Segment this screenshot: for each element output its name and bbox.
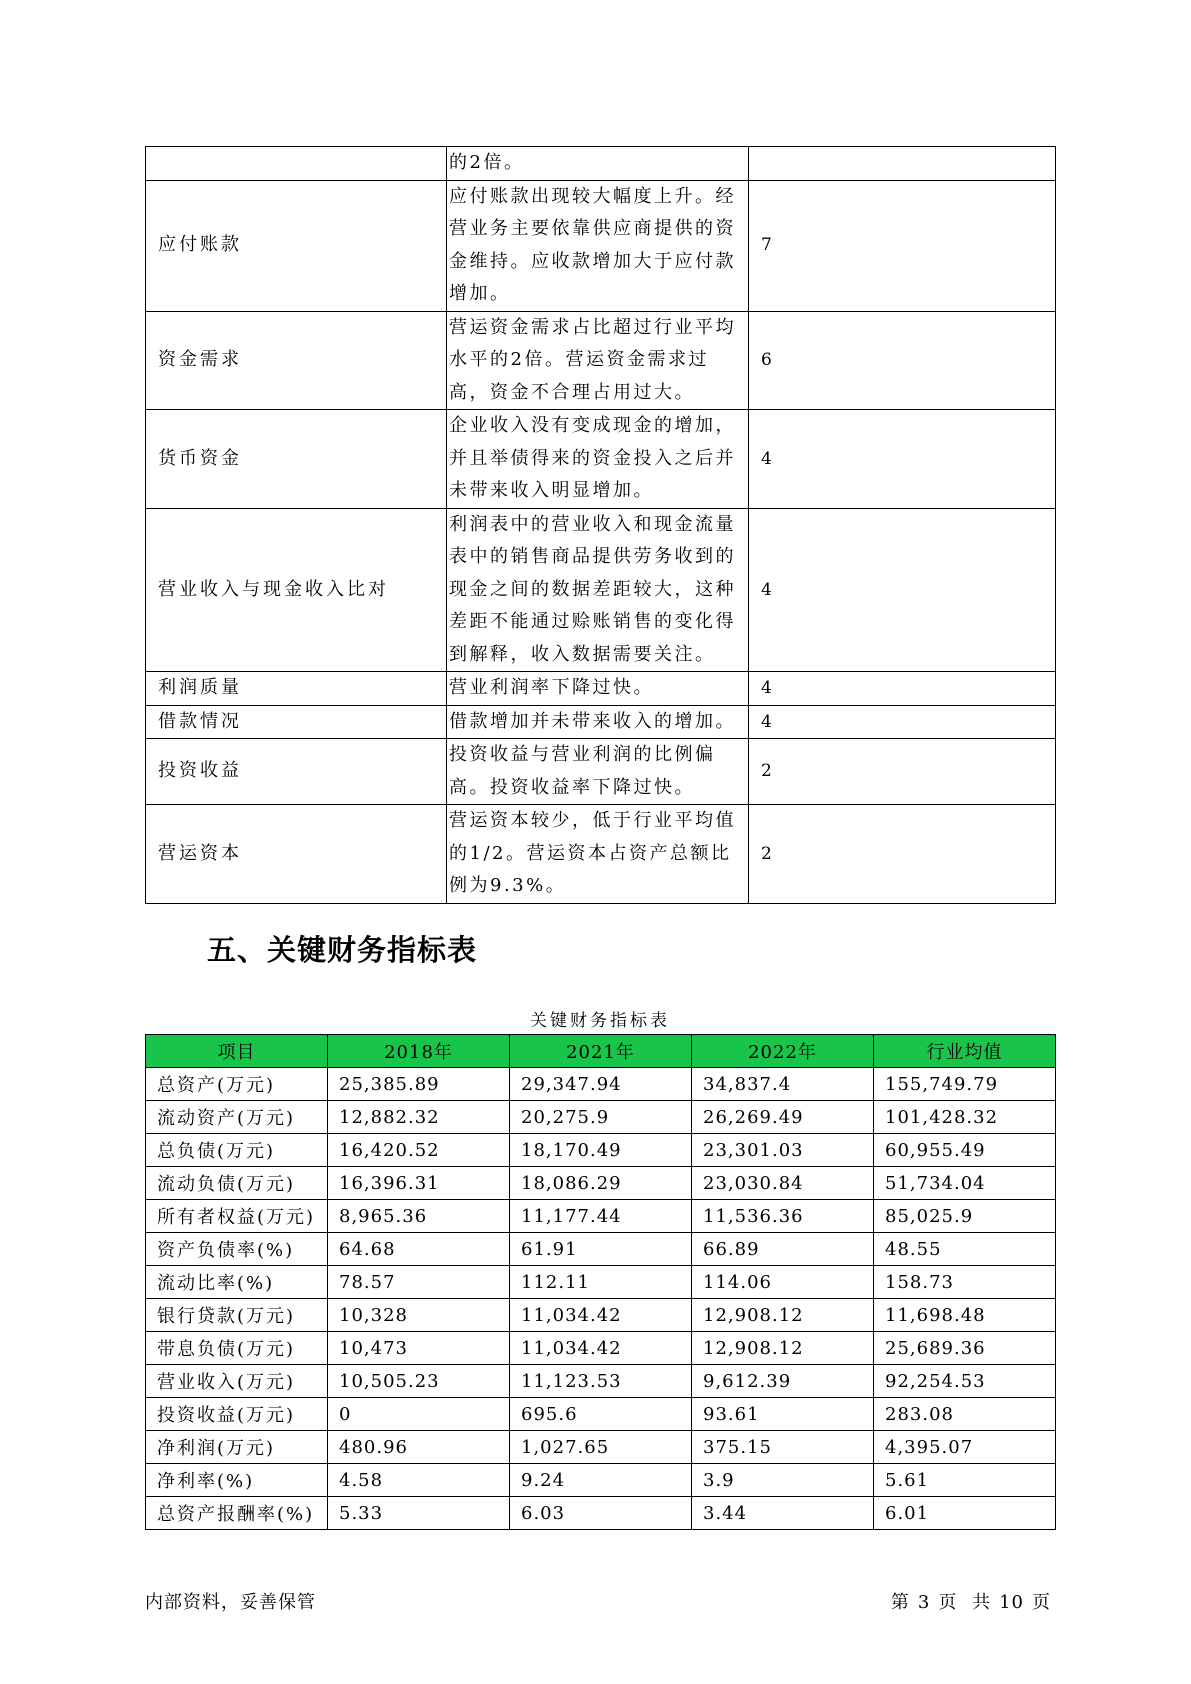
table-cell: 114.06	[692, 1266, 874, 1299]
table-cell: 18,086.29	[510, 1167, 692, 1200]
risk-row	[146, 672, 1056, 706]
row-label: 资产负债率(%)	[146, 1233, 328, 1266]
page-current: 3	[917, 1592, 931, 1613]
column-header: 行业均值	[874, 1035, 1056, 1068]
risk-name-cell: 营业收入与现金收入比对	[146, 508, 447, 672]
table-row	[146, 1068, 1056, 1101]
table-cell: 25,385.89	[328, 1068, 510, 1101]
risk-name-cell: 利润质量	[146, 672, 447, 706]
risk-row	[146, 147, 1056, 181]
risk-row	[146, 311, 1056, 410]
risk-name-cell	[146, 147, 447, 181]
section-heading: 五、关键财务指标表	[207, 933, 478, 967]
table-cell: 11,698.48	[874, 1299, 1056, 1332]
risk-desc-cell: 营业利润率下降过快。	[447, 672, 749, 706]
table-cell: 3.9	[692, 1464, 874, 1497]
column-header: 2018年	[328, 1035, 510, 1068]
table-cell: 4.58	[328, 1464, 510, 1497]
risk-score-cell: 4	[749, 672, 1056, 706]
table-cell: 23,030.84	[692, 1167, 874, 1200]
table-row	[146, 1497, 1056, 1530]
risk-row	[146, 739, 1056, 805]
table-row	[146, 1101, 1056, 1134]
table-cell: 6.03	[510, 1497, 692, 1530]
table-cell: 18,170.49	[510, 1134, 692, 1167]
table-cell: 1,027.65	[510, 1431, 692, 1464]
row-label: 流动负债(万元)	[146, 1167, 328, 1200]
table-cell: 5.61	[874, 1464, 1056, 1497]
table-cell: 112.11	[510, 1266, 692, 1299]
table-cell: 158.73	[874, 1266, 1056, 1299]
table-cell: 26,269.49	[692, 1101, 874, 1134]
row-label: 净利润(万元)	[146, 1431, 328, 1464]
financial-table-header	[146, 1035, 1056, 1068]
page-label: 共	[972, 1592, 992, 1613]
risk-desc-cell: 应付账款出现较大幅度上升。经营业务主要依靠供应商提供的资金维持。应收款增加大于应付款增加。	[447, 180, 749, 311]
risk-desc-cell: 企业收入没有变成现金的增加，并且举债得来的资金投入之后并未带来收入明显增加。	[447, 410, 749, 509]
page-total: 10	[999, 1592, 1024, 1613]
table-cell: 3.44	[692, 1497, 874, 1530]
table-cell: 12,908.12	[692, 1332, 874, 1365]
risk-row	[146, 805, 1056, 904]
risk-desc-cell: 的2倍。	[447, 147, 749, 181]
risk-name-cell: 投资收益	[146, 739, 447, 805]
table-cell: 375.15	[692, 1431, 874, 1464]
table-cell: 155,749.79	[874, 1068, 1056, 1101]
table-cell: 92,254.53	[874, 1365, 1056, 1398]
column-header: 2022年	[692, 1035, 874, 1068]
risk-desc-cell: 投资收益与营业利润的比例偏高。投资收益率下降过快。	[447, 739, 749, 805]
table-cell: 60,955.49	[874, 1134, 1056, 1167]
table-cell: 23,301.03	[692, 1134, 874, 1167]
risk-score-cell: 4	[749, 410, 1056, 509]
table-cell: 11,177.44	[510, 1200, 692, 1233]
table-cell: 16,396.31	[328, 1167, 510, 1200]
column-header: 项目	[146, 1035, 328, 1068]
table-cell: 66.89	[692, 1233, 874, 1266]
risk-name-cell: 借款情况	[146, 705, 447, 739]
row-label: 银行贷款(万元)	[146, 1299, 328, 1332]
row-label: 总负债(万元)	[146, 1134, 328, 1167]
table-cell: 34,837.4	[692, 1068, 874, 1101]
table-cell: 6.01	[874, 1497, 1056, 1530]
risk-row	[146, 180, 1056, 311]
table-row	[146, 1464, 1056, 1497]
table-cell: 695.6	[510, 1398, 692, 1431]
table-cell: 51,734.04	[874, 1167, 1056, 1200]
table-row	[146, 1431, 1056, 1464]
page-label: 第	[890, 1592, 910, 1613]
risk-name-cell: 货币资金	[146, 410, 447, 509]
table-cell: 480.96	[328, 1431, 510, 1464]
row-label: 带息负债(万元)	[146, 1332, 328, 1365]
risk-name-cell: 资金需求	[146, 311, 447, 410]
table-cell: 20,275.9	[510, 1101, 692, 1134]
row-label: 流动比率(%)	[146, 1266, 328, 1299]
risk-name-cell: 营运资本	[146, 805, 447, 904]
column-header: 2021年	[510, 1035, 692, 1068]
table-cell: 12,882.32	[328, 1101, 510, 1134]
table-row	[146, 1332, 1056, 1365]
table-cell: 48.55	[874, 1233, 1056, 1266]
page-number	[887, 1588, 1055, 1614]
table-row	[146, 1233, 1056, 1266]
risk-score-cell: 6	[749, 311, 1056, 410]
table-caption: 关键财务指标表	[530, 1011, 670, 1031]
table-cell: 8,965.36	[328, 1200, 510, 1233]
table-cell: 101,428.32	[874, 1101, 1056, 1134]
risk-table	[145, 146, 1056, 904]
table-cell: 10,505.23	[328, 1365, 510, 1398]
table-row	[146, 1299, 1056, 1332]
row-label: 总资产报酬率(%)	[146, 1497, 328, 1530]
risk-desc-cell: 营运资金需求占比超过行业平均水平的2倍。营运资金需求过高，资金不合理占用过大。	[447, 311, 749, 410]
table-row	[146, 1266, 1056, 1299]
confidential-notice: 内部资料，妥善保管	[145, 1592, 316, 1613]
risk-name-cell: 应付账款	[146, 180, 447, 311]
table-cell: 9.24	[510, 1464, 692, 1497]
table-cell: 16,420.52	[328, 1134, 510, 1167]
table-cell: 11,123.53	[510, 1365, 692, 1398]
table-cell: 0	[328, 1398, 510, 1431]
table-cell: 12,908.12	[692, 1299, 874, 1332]
risk-row	[146, 410, 1056, 509]
risk-score-cell: 2	[749, 805, 1056, 904]
row-label: 总资产(万元)	[146, 1068, 328, 1101]
table-cell: 61.91	[510, 1233, 692, 1266]
risk-score-cell: 7	[749, 180, 1056, 311]
risk-row	[146, 705, 1056, 739]
table-cell: 9,612.39	[692, 1365, 874, 1398]
risk-row	[146, 508, 1056, 672]
header-row	[146, 1035, 1056, 1068]
table-cell: 10,473	[328, 1332, 510, 1365]
page-label: 页	[1032, 1592, 1051, 1613]
table-cell: 5.33	[328, 1497, 510, 1530]
row-label: 净利率(%)	[146, 1464, 328, 1497]
risk-desc-cell: 借款增加并未带来收入的增加。	[447, 705, 749, 739]
table-cell: 85,025.9	[874, 1200, 1056, 1233]
page-label: 页	[938, 1592, 958, 1613]
table-row	[146, 1134, 1056, 1167]
risk-desc-cell: 利润表中的营业收入和现金流量表中的销售商品提供劳务收到的现金之间的数据差距较大，这种差距不能通过赊账销售的变化得到解释，收入数据需要关注。	[447, 508, 749, 672]
row-label: 流动资产(万元)	[146, 1101, 328, 1134]
financial-indicators-table	[145, 1034, 1056, 1530]
risk-score-cell: 4	[749, 508, 1056, 672]
table-row	[146, 1200, 1056, 1233]
row-label: 所有者权益(万元)	[146, 1200, 328, 1233]
risk-table-body	[146, 147, 1056, 904]
risk-score-cell	[749, 147, 1056, 181]
risk-desc-cell: 营运资本较少，低于行业平均值的1/2。营运资本占资产总额比例为9.3%。	[447, 805, 749, 904]
table-cell: 25,689.36	[874, 1332, 1056, 1365]
table-cell: 11,536.36	[692, 1200, 874, 1233]
table-cell: 93.61	[692, 1398, 874, 1431]
financial-table-body	[146, 1068, 1056, 1530]
table-row	[146, 1167, 1056, 1200]
table-cell: 64.68	[328, 1233, 510, 1266]
table-cell: 4,395.07	[874, 1431, 1056, 1464]
table-cell: 29,347.94	[510, 1068, 692, 1101]
row-label: 投资收益(万元)	[146, 1398, 328, 1431]
table-cell: 10,328	[328, 1299, 510, 1332]
table-cell: 283.08	[874, 1398, 1056, 1431]
table-row	[146, 1365, 1056, 1398]
risk-score-cell: 4	[749, 705, 1056, 739]
table-cell: 78.57	[328, 1266, 510, 1299]
table-cell: 11,034.42	[510, 1332, 692, 1365]
risk-score-cell: 2	[749, 739, 1056, 805]
table-cell: 11,034.42	[510, 1299, 692, 1332]
table-row	[146, 1398, 1056, 1431]
row-label: 营业收入(万元)	[146, 1365, 328, 1398]
